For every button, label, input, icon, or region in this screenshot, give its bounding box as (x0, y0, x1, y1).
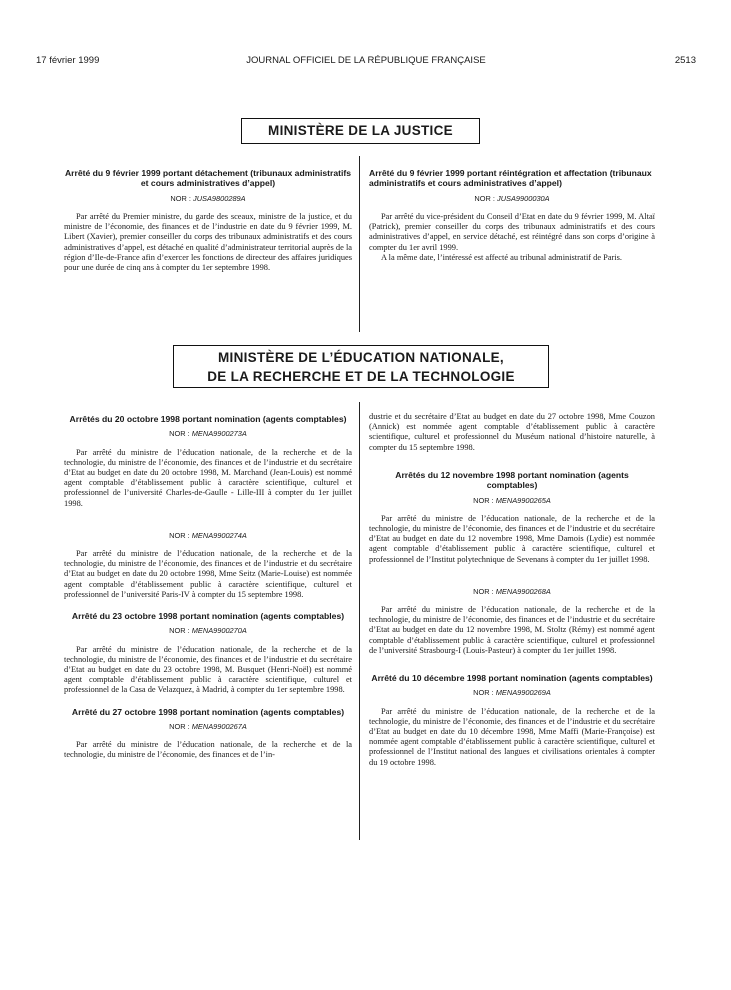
decree-title: Arrêtés du 20 octobre 1998 portant nomination (agents comptables) (69, 414, 347, 424)
decree-text: Par arrêté du ministre de l’éducation nationale, de la recherche et de la technologie, du ministre de l’économie, des finances et de l’industrie et du secrétaire d’Etat au budget en date du 10 décembre 1998, Mme Maffi (Marie-Françoise) est nommée agent comptable d’établissement public à caractère scientifique, culturel et professionnel de l’Institut national des langues et civilisations orientales à compter du 19 octobre 1998. (369, 706, 655, 767)
decree-text: Par arrêté du ministre de l’éducation nationale, de la recherche et de la technologie, du ministre de l’économie, des finances et de l’industrie et du secrétaire d’Etat au budget en date du 20 octobre 1998, Mme Seitz (Marie-Louise) est nommée agent comptable d’établissement public à caractère scientifique, culturel et professionnel de l’université Paris-IV à compter du 15 septembre 1998. (64, 549, 352, 599)
header-page-number: 2513 (674, 55, 696, 66)
nor-code: MENA9900274A (191, 530, 247, 540)
nor-label: NOR : (473, 688, 494, 698)
spacer (369, 453, 655, 470)
nor-code: MENA9900273A (191, 429, 247, 439)
nor-label: NOR : (169, 626, 190, 636)
nor-label: NOR : (170, 193, 191, 203)
nor-reference (64, 531, 352, 541)
ministry-heading-line: MINISTÈRE DE L’ÉDUCATION NATIONALE, (217, 350, 504, 365)
education-left-column (64, 414, 352, 761)
decree-title: Arrêté du 9 février 1999 portant réintégration et affectation (tribunaux administratifs et cours administratives d’appel) (369, 168, 652, 189)
spacer (64, 509, 352, 526)
nor-code: JUSA9800289A (193, 193, 246, 203)
decree-title: Arrêté du 27 octobre 1998 portant nomination (agents comptables) (71, 706, 345, 717)
nor-label: NOR : (473, 586, 494, 596)
nor-label: NOR : (474, 193, 495, 203)
spacer (369, 565, 655, 582)
header-date: 17 février 1999 (36, 55, 100, 66)
decree-title: Arrêtés du 12 novembre 1998 portant nomination (agents comptables) (395, 469, 629, 491)
nor-reference (64, 194, 352, 204)
decree-text: A la même date, l’intéressé est affecté au tribunal administratif de Paris. (381, 252, 623, 262)
nor-reference (64, 626, 352, 636)
decree-text: Par arrêté du ministre de l’éducation nationale, de la recherche et de la technologie, du ministre de l’économie, des finances et de l’industrie et du secrétaire d’Etat au budget en date du 12 novembre 1998, M. Stoltz (Rémy) est nommé agent comptable d’établissement public à caractère scientifique, culturel et professionnel de l’université Strasbourg-I (Louis-Pasteur) à compter du 1er juillet 1998. (369, 605, 655, 655)
nor-code: MENA9900270A (191, 626, 247, 636)
education-right-column (369, 412, 655, 768)
nor-code: JUSA9900030A (497, 193, 550, 203)
column-divider (359, 156, 360, 332)
nor-label: NOR : (169, 530, 190, 540)
spacer (64, 696, 352, 707)
decree-text: Par arrêté du ministre de l’éducation nationale, de la recherche et de la technologie, du ministre de l’économie, des finances et de l’in- (64, 740, 352, 760)
page-header (36, 55, 696, 69)
nor-code: MENA9900267A (191, 722, 247, 732)
justice-right-column (369, 168, 655, 263)
nor-code: MENA9900265A (495, 495, 551, 505)
decree-text: Par arrêté du ministre de l’éducation nationale, de la recherche et de la technologie, du ministre de l’économie, des finances et de l’industrie et du secrétaire d’Etat au budget en date du 23 octobre 1998, M. Busquet (Henri-Noël) est nommé agent comptable d’établissement public à caractère scientifique, culturel et professionnel de la Casa de Velazquez, à Madrid, à compter du 1er septembre 1998. (64, 644, 352, 695)
nor-code: MENA9900269A (495, 688, 551, 698)
decree-text-continued: dustrie et du secrétaire d’Etat au budget en date du 27 octobre 1998, Mme Couzon (Annick) est nommée agent comptable d’établissement public à caractère scientifique, culturel et professionnel du Muséum national d’histoire naturelle, à compter du 15 septembre 1998. (369, 412, 655, 452)
decree-text: Par arrêté du Premier ministre, du garde des sceaux, ministre de la justice, et du ministre de l’économie, des finances et de l’industrie en date du 9 février 1999, M. Libert (Xavier), premier conseiller du corps des tribunaux administratifs et des cours administratives d’appel, est détaché en qualité d’administrateur territorial auprès de la région d’Ile-de-France afin d’exercer les fonctions de directeur des affaires juridiques pour une durée de cinq ans à compter du 1er septembre 1998. (64, 212, 352, 273)
header-journal-title: JOURNAL OFFICIEL DE LA RÉPUBLIQUE FRANÇAISE (246, 55, 486, 66)
nor-reference (64, 429, 352, 439)
nor-reference (369, 688, 655, 698)
decree-title: Arrêté du 9 février 1999 portant détachement (tribunaux administratifs et cours administratives d’appel) (64, 168, 352, 189)
decree-text: Par arrêté du vice-président du Conseil d’Etat en date du 9 février 1999, M. Altaï (Patrick), premier conseiller du corps des tribunaux administratifs et des cours administratives d’appel, en service détaché, est réintégré dans son corps d’origine à compter du 1er avril 1999. (369, 212, 655, 252)
nor-label: NOR : (169, 722, 190, 732)
decree-title: Arrêté du 23 octobre 1998 portant nomination (agents comptables) (71, 611, 345, 622)
nor-reference (369, 587, 655, 597)
justice-left-column (64, 168, 352, 273)
nor-reference (369, 194, 655, 204)
nor-reference (369, 496, 655, 506)
ministry-heading-justice: MINISTÈRE DE LA JUSTICE (241, 118, 480, 144)
decree-text: Par arrêté du ministre de l’éducation nationale, de la recherche et de la technologie, du ministre de l’économie, des finances et de l’industrie et du secrétaire d’Etat au budget en date du 20 octobre 1998, M. Marchand (Jean-Louis) est nommé agent comptable d’établissement public à caractère scientifique, culturel et professionnel de l’université Charles-de-Gaulle - Lille-III à compter du 1er juillet 1998. (64, 447, 352, 508)
nor-reference (64, 722, 352, 732)
nor-label: NOR : (169, 429, 190, 439)
spacer (64, 600, 352, 611)
column-divider (359, 402, 360, 840)
spacer (369, 656, 655, 673)
ministry-heading-line: DE LA RECHERCHE ET DE LA TECHNOLOGIE (207, 369, 515, 384)
decree-title: Arrêté du 10 décembre 1998 portant nomination (agents comptables) (371, 673, 653, 684)
nor-label: NOR : (473, 495, 494, 505)
ministry-heading-education (173, 345, 549, 388)
decree-text: Par arrêté du ministre de l’éducation nationale, de la recherche et de la technologie, du ministre de l’économie, des finances et de l’industrie et du secrétaire d’Etat au budget en date du 12 novembre 1998, Mme Damois (Lydie) est nommée agent comptable d’établissement public à caractère scientifique, culturel et professionnel de l’Institut polytechnique de Sevenans à compter du 1er juillet 1998. (369, 513, 655, 564)
nor-code: MENA9900268A (495, 586, 551, 596)
